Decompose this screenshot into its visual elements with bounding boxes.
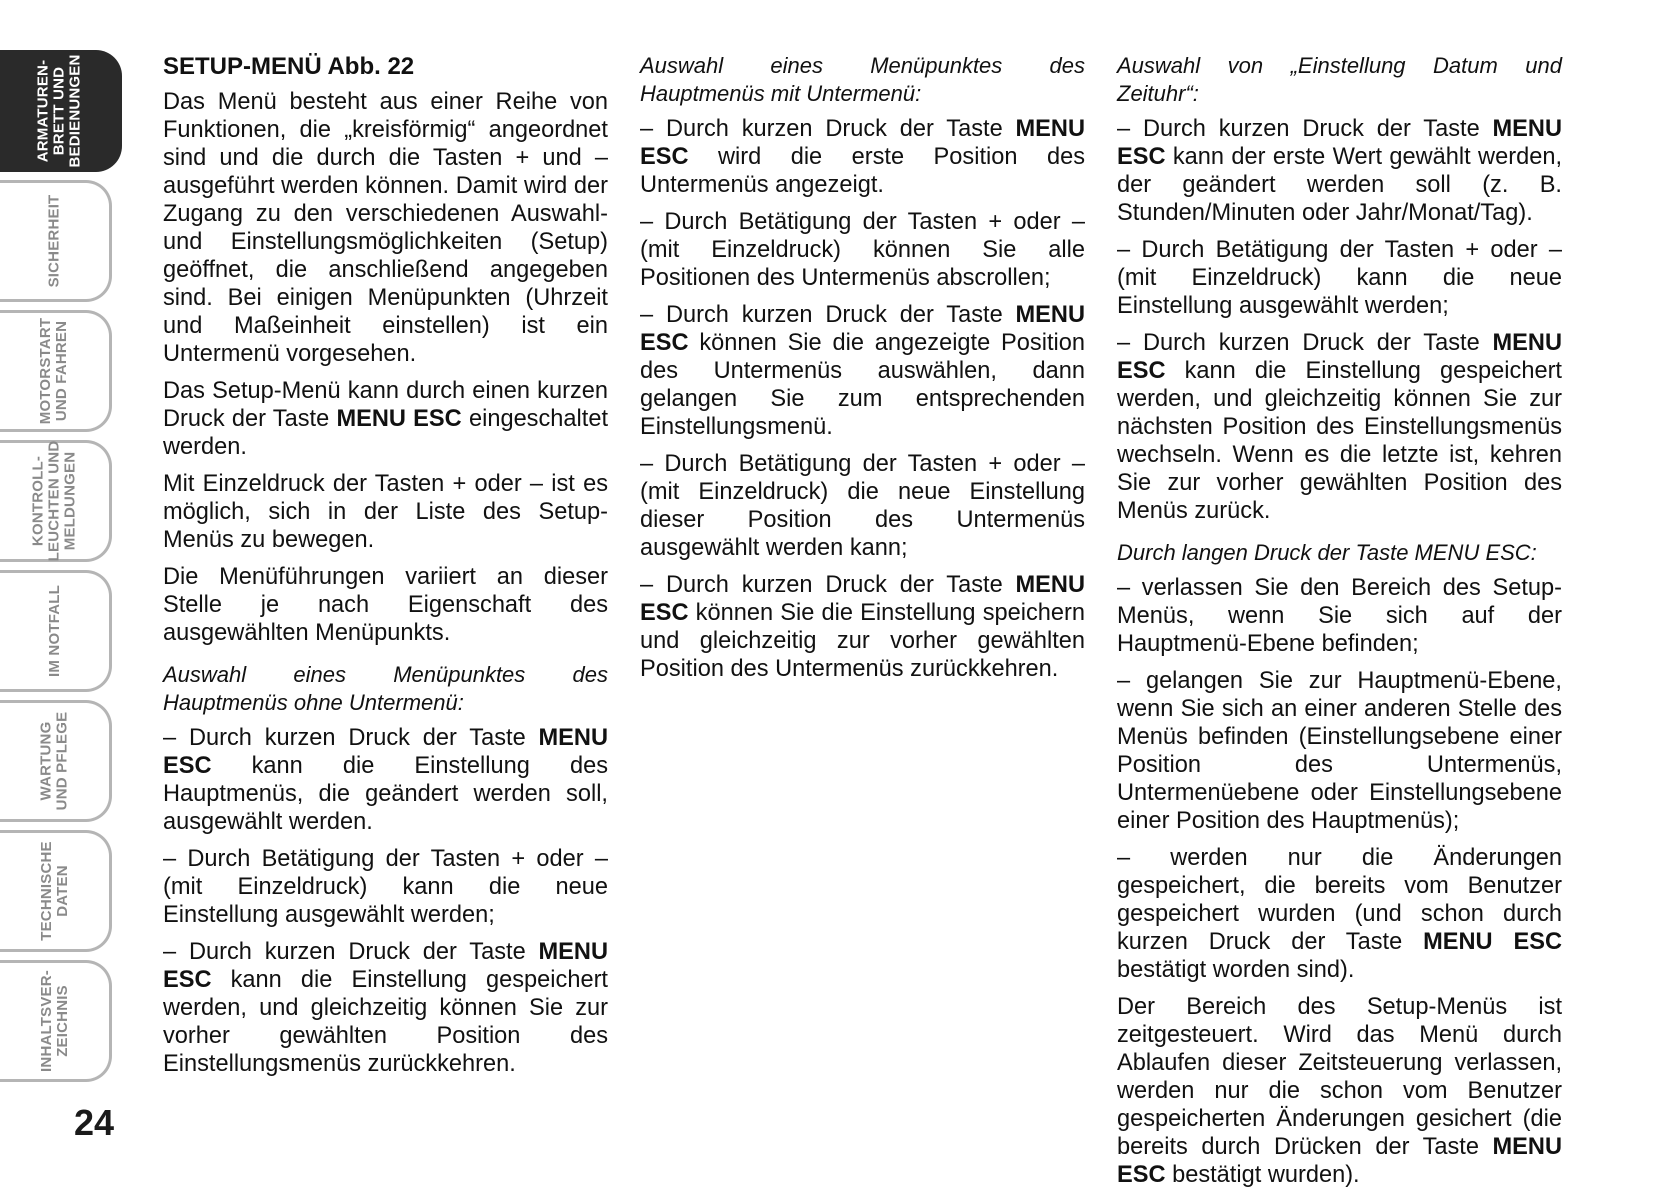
list-item: – Durch kurzen Druck der Taste MENU ESC kann die Einstellung des Hauptmenüs, die geändert werden soll, ausgewählt werden.	[163, 725, 608, 835]
column-1	[163, 52, 608, 1087]
list-item: – Durch Betätigung der Tasten + oder – (mit Einzeldruck) kann die neue Einstellung ausgewählt werden;	[163, 846, 608, 928]
tab-label: KONTROLL- LEUCHTEN UND MELDUNGEN	[29, 440, 79, 562]
section-heading: SETUP-MENÜ Abb. 22	[163, 53, 415, 80]
list-item: – gelangen Sie zur Hauptmenü-Ebene, wenn Sie sich an einer anderen Stelle des Menüs befinden (Einstellungsebene einer Position des Untermenüs, Untermenüebene oder Einstellungsebene einer Position des Hauptmenüs);	[1117, 668, 1562, 834]
list-item: – werden nur die Änderungen gespeichert, die bereits vom Benutzer gespeichert wurden (und schon durch kurzen Druck der Taste MENU ESC bestätigt worden sind).	[1117, 845, 1562, 983]
column-2	[640, 52, 1085, 692]
subheading: Auswahl von „Einstellung Datum und Zeituhr“:	[1117, 53, 1562, 106]
tab-inhaltsverzeichnis[interactable]	[0, 960, 112, 1082]
paragraph: Der Bereich des Setup-Menüs ist zeitgesteuert. Wird das Menü durch Ablaufen dieser Zeitsteuerung verlassen, werden nur die schon vom Benutzer gespeicherten Änderungen gesichert (die bereits durch Drücken der Taste MENU ESC bestätigt wurden).	[1117, 994, 1562, 1188]
paragraph: Das Setup-Menü kann durch einen kurzen Druck der Taste MENU ESC eingeschaltet werden.	[163, 378, 608, 460]
tab-armaturenbrett[interactable]	[0, 50, 122, 172]
list-item: – Durch Betätigung der Tasten + oder – (mit Einzeldruck) können Sie alle Positionen des Untermenüs abscrollen;	[640, 209, 1085, 291]
tab-label: MOTORSTART UND FAHREN	[37, 317, 71, 425]
list-item: – Durch kurzen Druck der Taste MENU ESC können Sie die angezeigte Position des Untermenüs auswählen, dann gelangen Sie zum entsprechenden Einstellungsmenü.	[640, 302, 1085, 440]
subheading: Durch langen Druck der Taste MENU ESC:	[1117, 540, 1537, 565]
list-item: – Durch kurzen Druck der Taste MENU ESC kann der erste Wert gewählt werden, der geändert werden soll (z. B. Stunden/Minuten oder Jahr/Monat/Tag).	[1117, 116, 1562, 226]
column-3	[1117, 52, 1562, 1198]
chapter-tabs	[0, 50, 122, 1090]
list-item: – Durch kurzen Druck der Taste MENU ESC kann die Einstellung gespeichert werden, und gleichzeitig können Sie zur nächsten Position des Einstellungsmenüs wechseln. Wenn es die letzte ist, kehren Sie zur vorher gewählten Position des Menüs zurück.	[1117, 330, 1562, 524]
paragraph: Die Menüführungen variiert an dieser Stelle je nach Eigenschaft des ausgewählten Menüpunkts.	[163, 564, 608, 646]
tab-label: INHALTSVER- ZEICHNIS	[37, 970, 71, 1072]
paragraph: Mit Einzeldruck der Tasten + oder – ist es möglich, sich in der Liste des Setup-Menüs zu bewegen.	[163, 471, 608, 553]
tab-label: SICHERHEIT	[45, 194, 63, 288]
tab-kontrollleuchten[interactable]	[0, 440, 112, 562]
tab-label: ARMATUREN- BRETT UND BEDIENUNGEN	[34, 54, 84, 168]
list-item: – Durch Betätigung der Tasten + oder – (mit Einzeldruck) kann die neue Einstellung ausgewählt werden;	[1117, 237, 1562, 319]
tab-technische-daten[interactable]	[0, 830, 112, 952]
list-item: – verlassen Sie den Bereich des Setup-Menüs, wenn Sie sich auf der Hauptmenü-Ebene befinden;	[1117, 575, 1562, 657]
tab-im-notfall[interactable]	[0, 570, 112, 692]
list-item: – Durch kurzen Druck der Taste MENU ESC kann die Einstellung gespeichert werden, und gleichzeitig können Sie zur vorher gewählten Position des Einstellungsmenüs zurückkehren.	[163, 939, 608, 1077]
tab-wartung[interactable]	[0, 700, 112, 822]
tab-label: IM NOTFALL	[45, 585, 63, 677]
tab-label: WARTUNG UND PFLEGE	[37, 711, 71, 811]
list-item: – Durch kurzen Druck der Taste MENU ESC können Sie die Einstellung speichern und gleichzeitig zur vorher gewählten Position des Untermenüs zurückkehren.	[640, 572, 1085, 682]
subheading: Auswahl eines Menüpunktes des Hauptmenüs ohne Untermenü:	[163, 662, 608, 715]
list-item: – Durch kurzen Druck der Taste MENU ESC wird die erste Position des Untermenüs angezeigt.	[640, 116, 1085, 198]
subheading: Auswahl eines Menüpunktes des Hauptmenüs mit Untermenü:	[640, 53, 1085, 106]
page-number: 24	[74, 1102, 115, 1143]
list-item: – Durch Betätigung der Tasten + oder – (mit Einzeldruck) die neue Einstellung dieser Position des Untermenüs ausgewählt werden kann;	[640, 451, 1085, 561]
tab-sicherheit[interactable]	[0, 180, 112, 302]
tab-motorstart[interactable]	[0, 310, 112, 432]
tab-label: TECHNISCHE DATEN	[37, 841, 71, 941]
paragraph: Das Menü besteht aus einer Reihe von Funktionen, die „kreisförmig“ angeordnet sind und die durch die Tasten + und – ausgeführt werden können. Damit wird der Zugang zu den verschiedenen Auswahl- und Einstellungsmöglichkeiten (Setup) geöffnet, die anschließend angegeben sind. Bei einigen Menüpunkten (Uhrzeit und Maßeinheit einstellen) ist ein Untermenü vorgesehen.	[163, 89, 608, 367]
